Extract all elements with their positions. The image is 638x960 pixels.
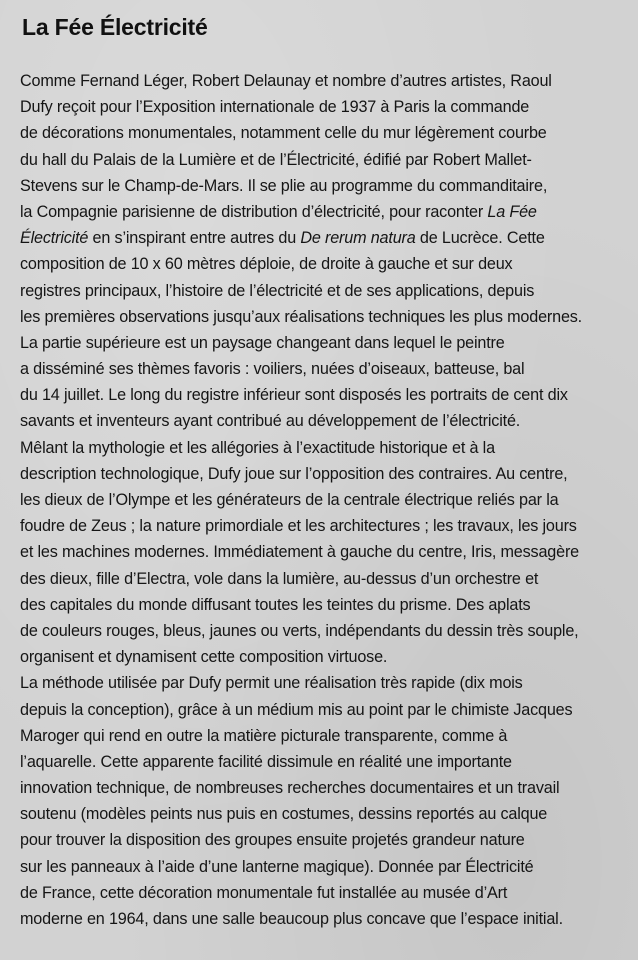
panel-title: La Fée Électricité bbox=[22, 14, 208, 40]
text-line-28: innovation technique, de nombreuses recherches documentaires et un travail bbox=[20, 779, 560, 798]
book-title-italic: De rerum natura bbox=[300, 229, 416, 248]
text-line-32: de France, cette décoration monumentale fut installée au musée d’Art bbox=[20, 883, 508, 902]
text-segment: de Lucrèce. Cette bbox=[415, 229, 545, 248]
text-line-20: des dieux, fille d’Electra, vole dans la lumière, au-dessus d’un orchestre et bbox=[20, 569, 539, 588]
text-line-26: Maroger qui rend en outre la matière picturale transparente, comme à bbox=[20, 726, 508, 745]
text-line-5: Stevens sur le Champ-de-Mars. Il se plie au programme du commanditaire, bbox=[20, 176, 548, 195]
text-line-31: sur les panneaux à l’aide d’une lanterne magique). Donnée par Électricité bbox=[20, 857, 534, 876]
text-line-9: registres principaux, l’histoire de l’électricité et de ses applications, depuis bbox=[20, 281, 535, 300]
artwork-title-italic: La Fée bbox=[487, 202, 537, 221]
text-segment: en s’inspirant entre autres du bbox=[88, 229, 301, 248]
text-line-16: description technologique, Dufy joue sur l’opposition des contraires. Au centre, bbox=[20, 464, 568, 483]
text-line-21: des capitales du monde diffusant toutes les teintes du prisme. Des aplats bbox=[20, 595, 531, 614]
text-line-2: Dufy reçoit pour l’Exposition internationale de 1937 à Paris la commande bbox=[20, 98, 530, 117]
text-line-10: les premières observations jusqu’aux réalisations techniques les plus modernes. bbox=[20, 307, 583, 326]
text-line-25: depuis la conception), grâce à un médium mis au point par le chimiste Jacques bbox=[20, 700, 573, 719]
text-line-4: du hall du Palais de la Lumière et de l’Électricité, édifié par Robert Mallet- bbox=[20, 150, 532, 169]
text-segment: la Compagnie parisienne de distribution d’électricité, pour raconter bbox=[20, 202, 488, 221]
text-line-11: La partie supérieure est un paysage changeant dans lequel le peintre bbox=[20, 333, 505, 352]
text-line-1: Comme Fernand Léger, Robert Delaunay et nombre d’autres artistes, Raoul bbox=[20, 72, 552, 90]
text-line-13: du 14 juillet. Le long du registre inférieur sont disposés les portraits de cent dix bbox=[20, 386, 568, 405]
text-line-8: composition de 10 x 60 mètres déploie, de droite à gauche et sur deux bbox=[20, 255, 513, 274]
text-line-23: organisent et dynamisent cette composition virtuose. bbox=[20, 648, 388, 667]
text-line-22: de couleurs rouges, bleus, jaunes ou verts, indépendants du dessin très souple, bbox=[20, 621, 579, 640]
text-line-33: moderne en 1964, dans une salle beaucoup plus concave que l’espace initial. bbox=[20, 910, 563, 928]
text-line-3: de décorations monumentales, notamment celle du mur légèrement courbe bbox=[20, 124, 547, 143]
body-text bbox=[20, 68, 628, 932]
text-line-19: et les machines modernes. Immédiatement à gauche du centre, Iris, messagère bbox=[20, 543, 579, 562]
text-line-12: a disséminé ses thèmes favoris : voiliers, nuées d’oiseaux, batteuse, bal bbox=[20, 360, 525, 379]
text-line-18: foudre de Zeus ; la nature primordiale et les architectures ; les travaux, les jours bbox=[20, 517, 577, 536]
text-line-15: Mêlant la mythologie et les allégories à l’exactitude historique et à la bbox=[20, 438, 495, 457]
text-line-30: pour trouver la disposition des groupes ensuite projetés grandeur nature bbox=[20, 831, 525, 850]
text-line-24: La méthode utilisée par Dufy permit une réalisation très rapide (dix mois bbox=[20, 674, 523, 693]
artwork-title-italic: Électricité bbox=[20, 229, 89, 248]
text-line-29: soutenu (modèles peints nus puis en costumes, dessins reportés au calque bbox=[20, 805, 548, 824]
text-line-6 bbox=[20, 199, 628, 225]
text-line-14: savants et inventeurs ayant contribué au développement de l’électricité. bbox=[20, 412, 521, 431]
text-line-17: les dieux de l’Olympe et les générateurs de la centrale électrique reliés par la bbox=[20, 491, 559, 509]
text-line-27: l’aquarelle. Cette apparente facilité dissimule en réalité une importante bbox=[20, 752, 512, 771]
text-line-7 bbox=[20, 225, 628, 251]
